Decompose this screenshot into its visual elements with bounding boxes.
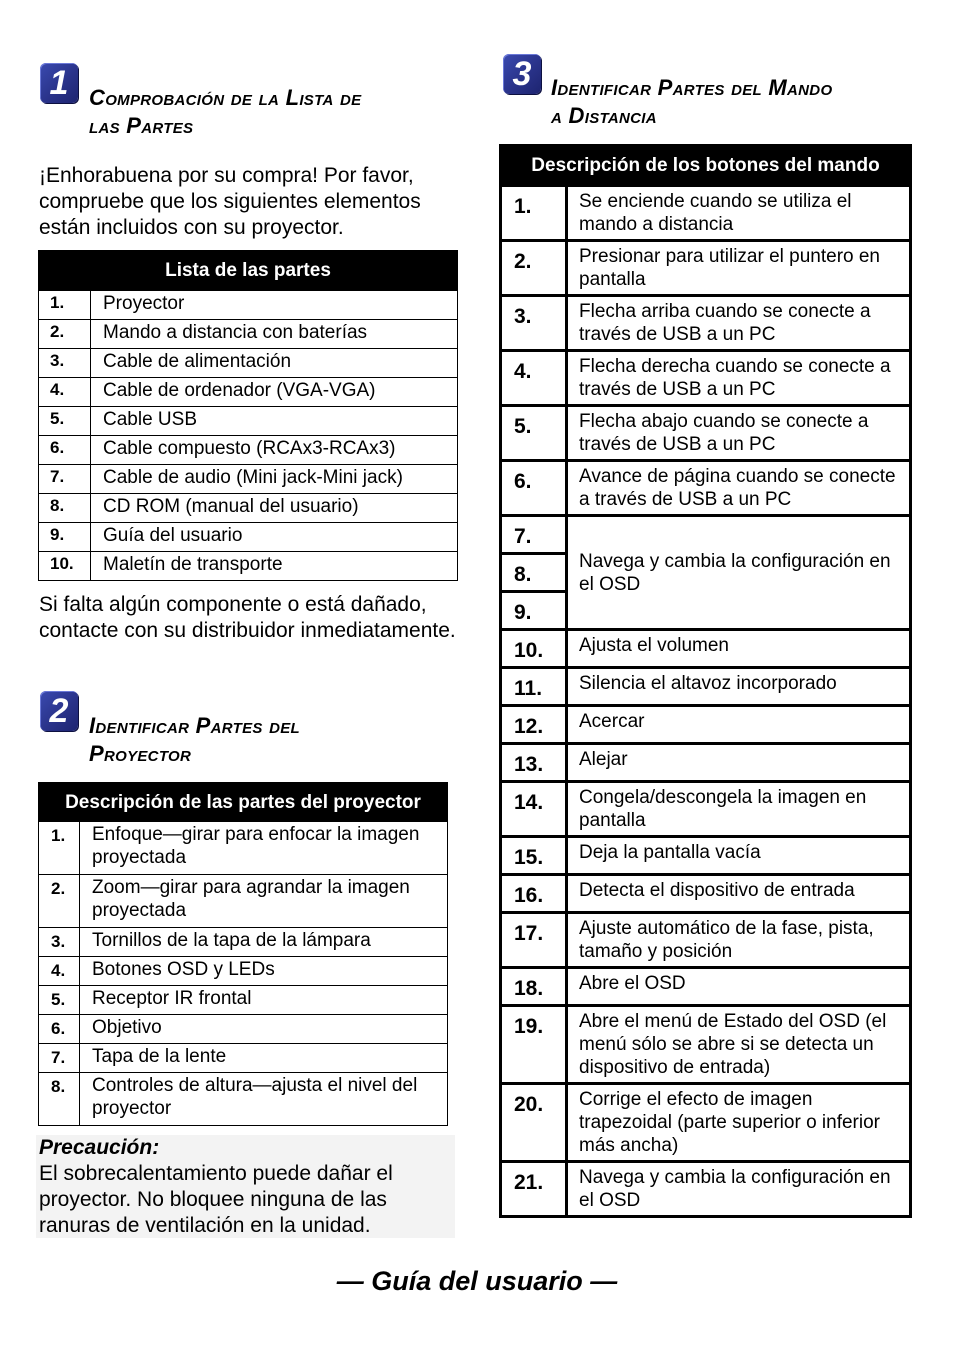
item-text: Acercar — [567, 706, 911, 744]
item-text: Controles de altura—ajusta el nivel del proyector — [80, 1073, 448, 1126]
item-number: 7. — [501, 516, 567, 554]
table-row — [501, 706, 911, 744]
item-text: Ajuste automático de la fase, pista, tamaño y posición — [567, 913, 911, 968]
item-text: Flecha arriba cuando se conecte a través de USB a un PC — [567, 296, 911, 351]
parts-list-table — [38, 250, 458, 581]
item-number: 6. — [39, 1015, 80, 1044]
item-number: 20. — [501, 1084, 567, 1162]
item-number: 10. — [501, 630, 567, 668]
item-text: Botones OSD y LEDs — [80, 957, 448, 986]
item-text: Silencia el altavoz incorporado — [567, 668, 911, 706]
table-row — [501, 296, 911, 351]
item-number: 19. — [501, 1006, 567, 1084]
item-text: Zoom—girar para agrandar la imagen proyectada — [80, 875, 448, 928]
remote-buttons-header: Descripción de los botones del mando — [501, 146, 911, 186]
table-row — [501, 744, 911, 782]
table-row — [501, 782, 911, 837]
item-text: Detecta el dispositivo de entrada — [567, 875, 911, 913]
item-number: 8. — [39, 494, 91, 523]
item-number: 10. — [39, 552, 91, 581]
item-text: Flecha derecha cuando se conecte a través de USB a un PC — [567, 351, 911, 406]
item-text: Tornillos de la tapa de la lámpara — [80, 928, 448, 957]
section-2-title-line: Proyector — [89, 741, 192, 766]
table-row — [501, 913, 911, 968]
item-text: Navega y cambia la configuración en el OSD — [567, 516, 911, 630]
item-number: 21. — [501, 1162, 567, 1217]
item-text: Ajusta el volumen — [567, 630, 911, 668]
table-row — [39, 320, 458, 349]
section-1-title — [89, 84, 361, 140]
table-row — [501, 875, 911, 913]
table-row — [501, 406, 911, 461]
item-number: 6. — [39, 436, 91, 465]
item-text: Receptor IR frontal — [80, 986, 448, 1015]
item-number: 12. — [501, 706, 567, 744]
table-row — [501, 1084, 911, 1162]
table-row — [39, 986, 448, 1015]
item-number: 2. — [39, 320, 91, 349]
item-text: Proyector — [91, 291, 458, 320]
table-row — [501, 1006, 911, 1084]
item-text: Cable compuesto (RCAx3-RCAx3) — [91, 436, 458, 465]
item-text: Flecha abajo cuando se conecte a través de USB a un PC — [567, 406, 911, 461]
caution-title: Precaución: — [39, 1136, 160, 1159]
item-number: 5. — [501, 406, 567, 461]
table-row — [39, 875, 448, 928]
remote-buttons-table — [499, 144, 912, 1218]
section-2-title-line: Identificar Partes del — [89, 713, 301, 738]
item-number: 3. — [39, 349, 91, 378]
item-number: 4. — [39, 957, 80, 986]
item-number: 2. — [39, 875, 80, 928]
table-row — [501, 461, 911, 516]
section-1-title-line: Comprobación de la Lista de — [89, 85, 362, 110]
projector-parts-table — [38, 782, 448, 1126]
table-row — [39, 494, 458, 523]
item-number: 1. — [501, 186, 567, 241]
item-text: Cable USB — [91, 407, 458, 436]
caution-body: El sobrecalentamiento puede dañar el proyector. No bloquee ninguna de las ranuras de ventilación en la unidad. — [39, 1162, 393, 1237]
table-row — [39, 465, 458, 494]
item-number: 3. — [39, 928, 80, 957]
item-number: 13. — [501, 744, 567, 782]
table-row — [501, 837, 911, 875]
item-text: Corrige el efecto de imagen trapezoidal (parte superior o inferior más ancha) — [567, 1084, 911, 1162]
item-number: 17. — [501, 913, 567, 968]
table-row — [39, 407, 458, 436]
item-text: Alejar — [567, 744, 911, 782]
item-text: Cable de ordenador (VGA-VGA) — [91, 378, 458, 407]
table-row — [501, 351, 911, 406]
item-number: 7. — [39, 1044, 80, 1073]
table-row — [39, 1015, 448, 1044]
item-text: Presionar para utilizar el puntero en pantalla — [567, 241, 911, 296]
section-3-title — [551, 74, 832, 130]
caution-box — [36, 1135, 455, 1238]
item-number: 1. — [39, 291, 91, 320]
item-text: Objetivo — [80, 1015, 448, 1044]
item-number: 16. — [501, 875, 567, 913]
item-text: Abre el OSD — [567, 968, 911, 1006]
section-1-title-line: las Partes — [89, 113, 194, 138]
section-3-badge: 3 — [503, 54, 541, 94]
item-number: 4. — [501, 351, 567, 406]
table-row — [39, 436, 458, 465]
table-row — [39, 291, 458, 320]
item-text: CD ROM (manual del usuario) — [91, 494, 458, 523]
section-1-outro: Si falta algún componente o está dañado, contacte con su distribuidor inmediatamente. — [39, 593, 456, 642]
table-row — [39, 957, 448, 986]
item-number: 8. — [39, 1073, 80, 1126]
item-text: Deja la pantalla vacía — [567, 837, 911, 875]
table-row — [39, 552, 458, 581]
table-row — [501, 186, 911, 241]
item-text: Abre el menú de Estado del OSD (el menú sólo se abre si se detecta un dispositivo de entrada) — [567, 1006, 911, 1084]
table-row — [501, 1162, 911, 1217]
footer-guide-title: — Guía del usuario — — [336, 1266, 618, 1296]
item-text: Se enciende cuando se utiliza el mando a distancia — [567, 186, 911, 241]
item-text: Enfoque—girar para enfocar la imagen proyectada — [80, 822, 448, 875]
item-text: Avance de página cuando se conecte a través de USB a un PC — [567, 461, 911, 516]
section-3-title-line: a Distancia — [551, 103, 657, 128]
item-number: 9. — [39, 523, 91, 552]
item-number: 1. — [39, 822, 80, 875]
item-number: 7. — [39, 465, 91, 494]
table-row — [39, 928, 448, 957]
item-text: Cable de audio (Mini jack-Mini jack) — [91, 465, 458, 494]
table-row — [39, 822, 448, 875]
item-number: 5. — [39, 407, 91, 436]
item-number: 5. — [39, 986, 80, 1015]
table-row — [39, 378, 458, 407]
projector-parts-header: Descripción de las partes del proyector — [39, 783, 448, 822]
table-row — [501, 630, 911, 668]
table-row — [39, 1044, 448, 1073]
item-number: 15. — [501, 837, 567, 875]
item-text: Tapa de la lente — [80, 1044, 448, 1073]
table-row — [501, 668, 911, 706]
table-row — [39, 1073, 448, 1126]
section-2-title — [89, 712, 300, 768]
item-text: Guía del usuario — [91, 523, 458, 552]
table-row — [501, 968, 911, 1006]
item-text: Maletín de transporte — [91, 552, 458, 581]
section-1-badge: 1 — [40, 63, 78, 103]
table-row — [39, 349, 458, 378]
section-2-badge: 2 — [40, 691, 78, 731]
item-number: 3. — [501, 296, 567, 351]
section-3-title-line: Identificar Partes del Mando — [551, 75, 833, 100]
item-number: 18. — [501, 968, 567, 1006]
item-number: 8. — [501, 554, 567, 592]
item-number: 4. — [39, 378, 91, 407]
section-1-intro: ¡Enhorabuena por su compra! Por favor, compruebe que los siguientes elementos están incluidos con su proyector. — [39, 164, 421, 239]
item-number: 2. — [501, 241, 567, 296]
item-number: 9. — [501, 592, 567, 630]
table-row — [39, 523, 458, 552]
item-text: Cable de alimentación — [91, 349, 458, 378]
item-text: Mando a distancia con baterías — [91, 320, 458, 349]
item-text: Congela/descongela la imagen en pantalla — [567, 782, 911, 837]
item-number: 6. — [501, 461, 567, 516]
item-number: 14. — [501, 782, 567, 837]
table-row — [501, 241, 911, 296]
item-number: 11. — [501, 668, 567, 706]
table-row — [501, 516, 911, 554]
parts-list-header: Lista de las partes — [39, 251, 458, 291]
item-text: Navega y cambia la configuración en el OSD — [567, 1162, 911, 1217]
